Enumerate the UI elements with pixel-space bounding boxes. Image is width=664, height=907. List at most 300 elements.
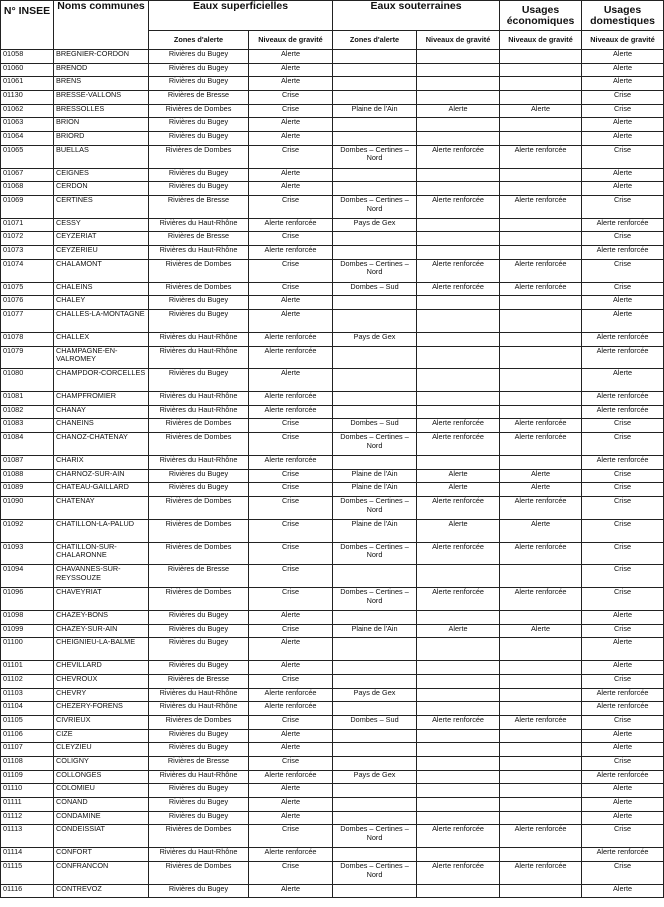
cell-dom-niveau: Crise [582, 433, 664, 456]
cell-eco-niveau [500, 848, 582, 862]
cell-sup-zone: Rivières du Haut-Rhône [149, 246, 249, 260]
cell-commune-name: CHARNOZ-SUR-AIN [54, 469, 149, 483]
cell-insee: 01060 [1, 63, 54, 77]
cell-eco-niveau: Alerte [500, 624, 582, 638]
cell-commune-name: CHALEINS [54, 282, 149, 296]
cell-sup-niveau: Crise [249, 825, 333, 848]
cell-eco-niveau: Alerte renforcée [500, 861, 582, 884]
cell-insee: 01084 [1, 433, 54, 456]
cell-eco-niveau [500, 218, 582, 232]
cell-insee: 01100 [1, 638, 54, 661]
table-row [1, 702, 664, 716]
cell-eco-niveau [500, 811, 582, 825]
col-header-noms: Noms communes [54, 1, 149, 50]
cell-eco-niveau [500, 798, 582, 812]
cell-dom-niveau: Alerte [582, 743, 664, 757]
cell-sout-zone: Pays de Gex [333, 218, 417, 232]
cell-sup-zone: Rivières de Bresse [149, 565, 249, 588]
cell-sup-zone: Rivières du Bugey [149, 624, 249, 638]
col-header-usages-domestiques: Usages domestiques [582, 1, 664, 31]
cell-sup-zone: Rivières du Bugey [149, 168, 249, 182]
cell-eco-niveau [500, 232, 582, 246]
cell-sout-zone: Dombes – Certines – Nord [333, 588, 417, 611]
cell-sout-zone: Pays de Gex [333, 770, 417, 784]
cell-commune-name: BRESSE-VALLONS [54, 91, 149, 105]
cell-commune-name: CHAZEY-BONS [54, 611, 149, 625]
cell-sout-zone [333, 798, 417, 812]
cell-eco-niveau [500, 770, 582, 784]
cell-sout-zone [333, 118, 417, 132]
cell-commune-name: CHALAMONT [54, 259, 149, 282]
cell-commune-name: CONAND [54, 798, 149, 812]
table-row [1, 259, 664, 282]
cell-sout-zone [333, 611, 417, 625]
cell-sup-niveau: Alerte [249, 63, 333, 77]
table-row [1, 50, 664, 64]
cell-dom-niveau: Alerte [582, 168, 664, 182]
table-row [1, 405, 664, 419]
cell-sout-niveau [417, 132, 500, 146]
cell-commune-name: COLOMIEU [54, 784, 149, 798]
cell-commune-name: CHAMPFROMIER [54, 392, 149, 406]
cell-insee: 01083 [1, 419, 54, 433]
cell-sup-niveau: Crise [249, 282, 333, 296]
cell-sup-niveau: Crise [249, 588, 333, 611]
cell-sup-zone: Rivières du Bugey [149, 182, 249, 196]
cell-eco-niveau: Alerte renforcée [500, 825, 582, 848]
table-row [1, 392, 664, 406]
table-row [1, 611, 664, 625]
cell-sout-niveau: Alerte [417, 104, 500, 118]
cell-sout-niveau [417, 770, 500, 784]
cell-sout-niveau [417, 168, 500, 182]
table-body [1, 50, 664, 898]
cell-eco-niveau [500, 246, 582, 260]
cell-commune-name: CHEVRY [54, 688, 149, 702]
cell-eco-niveau [500, 565, 582, 588]
table-row [1, 168, 664, 182]
cell-sout-zone [333, 661, 417, 675]
cell-dom-niveau: Crise [582, 91, 664, 105]
cell-dom-niveau: Crise [582, 588, 664, 611]
cell-sup-niveau: Alerte [249, 296, 333, 310]
table-row [1, 756, 664, 770]
cell-eco-niveau: Alerte renforcée [500, 195, 582, 218]
cell-commune-name: CHALLEX [54, 332, 149, 346]
cell-sout-zone [333, 369, 417, 392]
cell-commune-name: CHALEY [54, 296, 149, 310]
table-row [1, 182, 664, 196]
cell-sup-niveau: Crise [249, 104, 333, 118]
cell-sout-zone: Plaine de l'Ain [333, 483, 417, 497]
cell-commune-name: CHAMPDOR-CORCELLES [54, 369, 149, 392]
cell-eco-niveau [500, 296, 582, 310]
cell-sup-zone: Rivières du Bugey [149, 743, 249, 757]
cell-eco-niveau [500, 132, 582, 146]
table-row [1, 519, 664, 542]
cell-insee: 01106 [1, 729, 54, 743]
cell-insee: 01113 [1, 825, 54, 848]
cell-insee: 01114 [1, 848, 54, 862]
cell-dom-niveau: Alerte renforcée [582, 455, 664, 469]
cell-eco-niveau [500, 702, 582, 716]
subheader-sup-zones: Zones d'alerte [149, 31, 249, 50]
table-row [1, 332, 664, 346]
cell-sup-zone: Rivières de Bresse [149, 195, 249, 218]
cell-dom-niveau: Crise [582, 469, 664, 483]
cell-sup-zone: Rivières de Dombes [149, 497, 249, 520]
cell-dom-niveau: Alerte renforcée [582, 332, 664, 346]
cell-insee: 01081 [1, 392, 54, 406]
cell-sout-niveau: Alerte renforcée [417, 497, 500, 520]
cell-insee: 01105 [1, 715, 54, 729]
cell-sup-zone: Rivières du Haut-Rhône [149, 688, 249, 702]
cell-eco-niveau [500, 118, 582, 132]
table-row [1, 63, 664, 77]
cell-sout-zone: Plaine de l'Ain [333, 519, 417, 542]
cell-sup-zone: Rivières du Bugey [149, 811, 249, 825]
cell-commune-name: COLLONGES [54, 770, 149, 784]
table-row [1, 455, 664, 469]
cell-dom-niveau: Alerte [582, 369, 664, 392]
cell-dom-niveau: Alerte [582, 884, 664, 898]
cell-sout-zone: Plaine de l'Ain [333, 624, 417, 638]
cell-dom-niveau: Crise [582, 419, 664, 433]
cell-sout-niveau: Alerte renforcée [417, 145, 500, 168]
cell-commune-name: BRESSOLLES [54, 104, 149, 118]
cell-sout-zone [333, 455, 417, 469]
cell-insee: 01058 [1, 50, 54, 64]
cell-dom-niveau: Crise [582, 825, 664, 848]
cell-eco-niveau [500, 405, 582, 419]
cell-sup-zone: Rivières de Dombes [149, 825, 249, 848]
cell-sout-zone [333, 638, 417, 661]
cell-eco-niveau [500, 63, 582, 77]
cell-sup-zone: Rivières de Dombes [149, 259, 249, 282]
cell-sup-zone: Rivières du Bugey [149, 63, 249, 77]
cell-sup-niveau: Alerte renforcée [249, 455, 333, 469]
table-row [1, 848, 664, 862]
cell-sout-niveau: Alerte [417, 519, 500, 542]
cell-eco-niveau [500, 369, 582, 392]
cell-sup-zone: Rivières du Bugey [149, 611, 249, 625]
cell-dom-niveau: Alerte [582, 50, 664, 64]
cell-sout-zone [333, 77, 417, 91]
cell-sup-zone: Rivières du Haut-Rhône [149, 405, 249, 419]
cell-insee: 01111 [1, 798, 54, 812]
cell-commune-name: CHATILLON-LA-PALUD [54, 519, 149, 542]
cell-insee: 01064 [1, 132, 54, 146]
cell-sup-niveau: Crise [249, 419, 333, 433]
cell-eco-niveau [500, 688, 582, 702]
col-header-usages-economiques: Usages économiques [500, 1, 582, 31]
cell-dom-niveau: Crise [582, 519, 664, 542]
cell-sup-niveau: Crise [249, 715, 333, 729]
cell-commune-name: COLIGNY [54, 756, 149, 770]
cell-dom-niveau: Crise [582, 861, 664, 884]
cell-dom-niveau: Alerte [582, 798, 664, 812]
cell-commune-name: CESSY [54, 218, 149, 232]
cell-sout-niveau [417, 565, 500, 588]
cell-insee: 01104 [1, 702, 54, 716]
cell-sout-zone: Dombes – Certines – Nord [333, 861, 417, 884]
cell-insee: 01108 [1, 756, 54, 770]
cell-sout-niveau [417, 611, 500, 625]
cell-sup-niveau: Alerte [249, 784, 333, 798]
cell-insee: 01130 [1, 91, 54, 105]
cell-commune-name: CEIGNES [54, 168, 149, 182]
cell-sout-niveau: Alerte renforcée [417, 542, 500, 565]
table-row [1, 483, 664, 497]
cell-dom-niveau: Crise [582, 674, 664, 688]
cell-dom-niveau: Alerte [582, 296, 664, 310]
cell-dom-niveau: Alerte [582, 118, 664, 132]
cell-dom-niveau: Crise [582, 715, 664, 729]
cell-sout-zone [333, 63, 417, 77]
cell-sup-niveau: Alerte renforcée [249, 770, 333, 784]
cell-commune-name: CONFRANCON [54, 861, 149, 884]
cell-commune-name: BUELLAS [54, 145, 149, 168]
cell-sout-niveau [417, 63, 500, 77]
cell-sup-niveau: Alerte [249, 118, 333, 132]
table-row [1, 729, 664, 743]
cell-sup-niveau: Crise [249, 756, 333, 770]
cell-sout-niveau [417, 729, 500, 743]
cell-insee: 01063 [1, 118, 54, 132]
cell-insee: 01087 [1, 455, 54, 469]
cell-sup-zone: Rivières de Dombes [149, 588, 249, 611]
cell-commune-name: CERDON [54, 182, 149, 196]
cell-sout-niveau [417, 661, 500, 675]
cell-commune-name: BREGNIER-CORDON [54, 50, 149, 64]
cell-eco-niveau [500, 784, 582, 798]
cell-insee: 01089 [1, 483, 54, 497]
cell-sout-niveau [417, 296, 500, 310]
cell-sup-niveau: Alerte renforcée [249, 332, 333, 346]
cell-sup-zone: Rivières de Dombes [149, 542, 249, 565]
cell-dom-niveau: Alerte renforcée [582, 218, 664, 232]
cell-sup-zone: Rivières de Bresse [149, 674, 249, 688]
table-row [1, 246, 664, 260]
table-row [1, 218, 664, 232]
cell-sout-niveau [417, 884, 500, 898]
cell-sup-niveau: Alerte [249, 811, 333, 825]
cell-eco-niveau: Alerte renforcée [500, 419, 582, 433]
cell-insee: 01078 [1, 332, 54, 346]
cell-eco-niveau [500, 729, 582, 743]
cell-dom-niveau: Crise [582, 232, 664, 246]
subheader-sout-zones: Zones d'alerte [333, 31, 417, 50]
cell-insee: 01093 [1, 542, 54, 565]
cell-sup-zone: Rivières du Haut-Rhône [149, 702, 249, 716]
cell-eco-niveau [500, 638, 582, 661]
cell-sup-niveau: Alerte [249, 611, 333, 625]
table-row [1, 542, 664, 565]
cell-sup-niveau: Alerte renforcée [249, 688, 333, 702]
cell-commune-name: CHAMPAGNE-EN-VALROMEY [54, 346, 149, 369]
cell-sup-niveau: Alerte [249, 729, 333, 743]
cell-eco-niveau [500, 50, 582, 64]
cell-sout-niveau: Alerte renforcée [417, 195, 500, 218]
cell-eco-niveau [500, 661, 582, 675]
cell-eco-niveau [500, 346, 582, 369]
cell-sout-niveau [417, 674, 500, 688]
table-row [1, 770, 664, 784]
cell-dom-niveau: Crise [582, 282, 664, 296]
table-row [1, 624, 664, 638]
cell-commune-name: CONDAMINE [54, 811, 149, 825]
cell-sup-niveau: Alerte [249, 884, 333, 898]
cell-commune-name: CHALLES-LA-MONTAGNE [54, 310, 149, 333]
col-header-eaux-souterraines: Eaux souterraines [333, 1, 500, 31]
cell-sout-zone [333, 848, 417, 862]
cell-sup-zone: Rivières du Haut-Rhône [149, 455, 249, 469]
cell-sup-zone: Rivières du Bugey [149, 118, 249, 132]
cell-sup-niveau: Alerte renforcée [249, 346, 333, 369]
cell-sout-niveau [417, 405, 500, 419]
cell-commune-name: CHAVANNES-SUR-REYSSOUZE [54, 565, 149, 588]
cell-sout-zone [333, 296, 417, 310]
table-row [1, 369, 664, 392]
cell-sout-zone [333, 91, 417, 105]
table-row [1, 588, 664, 611]
cell-sout-niveau [417, 798, 500, 812]
cell-dom-niveau: Crise [582, 497, 664, 520]
cell-eco-niveau [500, 674, 582, 688]
cell-sup-zone: Rivières de Dombes [149, 145, 249, 168]
cell-sout-zone: Dombes – Certines – Nord [333, 542, 417, 565]
cell-sout-zone [333, 702, 417, 716]
cell-sout-niveau [417, 743, 500, 757]
table-row [1, 688, 664, 702]
table-row [1, 715, 664, 729]
cell-sup-niveau: Crise [249, 674, 333, 688]
cell-sup-niveau: Alerte [249, 743, 333, 757]
cell-sout-niveau [417, 346, 500, 369]
cell-commune-name: CHEVROUX [54, 674, 149, 688]
cell-sup-niveau: Crise [249, 542, 333, 565]
cell-dom-niveau: Alerte [582, 182, 664, 196]
cell-commune-name: BRIORD [54, 132, 149, 146]
cell-dom-niveau: Alerte [582, 63, 664, 77]
table-row [1, 798, 664, 812]
cell-sup-zone: Rivières du Bugey [149, 483, 249, 497]
cell-eco-niveau [500, 77, 582, 91]
cell-insee: 01096 [1, 588, 54, 611]
cell-dom-niveau: Alerte renforcée [582, 392, 664, 406]
cell-sout-niveau [417, 77, 500, 91]
cell-commune-name: CEYZERIEU [54, 246, 149, 260]
cell-sout-zone [333, 232, 417, 246]
cell-insee: 01107 [1, 743, 54, 757]
table-row [1, 861, 664, 884]
cell-sout-niveau [417, 638, 500, 661]
cell-sout-zone [333, 246, 417, 260]
table-row [1, 296, 664, 310]
cell-sout-zone: Dombes – Certines – Nord [333, 825, 417, 848]
cell-sout-zone [333, 310, 417, 333]
cell-dom-niveau: Crise [582, 104, 664, 118]
table-row [1, 884, 664, 898]
cell-sup-zone: Rivières du Bugey [149, 784, 249, 798]
cell-sup-zone: Rivières du Bugey [149, 469, 249, 483]
cell-insee: 01102 [1, 674, 54, 688]
cell-sout-niveau [417, 118, 500, 132]
cell-sup-zone: Rivières du Bugey [149, 310, 249, 333]
cell-sup-zone: Rivières du Bugey [149, 729, 249, 743]
cell-dom-niveau: Alerte [582, 811, 664, 825]
cell-sout-niveau [417, 784, 500, 798]
table-row [1, 743, 664, 757]
cell-sout-niveau [417, 310, 500, 333]
cell-sup-zone: Rivières de Dombes [149, 419, 249, 433]
cell-dom-niveau: Alerte [582, 77, 664, 91]
cell-sup-zone: Rivières de Bresse [149, 232, 249, 246]
cell-dom-niveau: Crise [582, 542, 664, 565]
cell-dom-niveau: Crise [582, 756, 664, 770]
cell-sup-zone: Rivières de Dombes [149, 282, 249, 296]
cell-sup-zone: Rivières du Bugey [149, 77, 249, 91]
cell-sup-niveau: Alerte renforcée [249, 702, 333, 716]
table-row [1, 77, 664, 91]
cell-sup-niveau: Alerte [249, 798, 333, 812]
cell-commune-name: CIZE [54, 729, 149, 743]
cell-sup-zone: Rivières du Haut-Rhône [149, 770, 249, 784]
cell-sout-niveau [417, 756, 500, 770]
cell-sout-niveau [417, 50, 500, 64]
cell-sup-niveau: Alerte [249, 50, 333, 64]
cell-commune-name: CONDEISSIAT [54, 825, 149, 848]
cell-insee: 01075 [1, 282, 54, 296]
cell-sout-niveau [417, 332, 500, 346]
cell-sout-zone: Plaine de l'Ain [333, 469, 417, 483]
cell-insee: 01109 [1, 770, 54, 784]
cell-sup-zone: Rivières du Bugey [149, 638, 249, 661]
subheader-sout-niveaux: Niveaux de gravité [417, 31, 500, 50]
cell-insee: 01072 [1, 232, 54, 246]
cell-eco-niveau: Alerte renforcée [500, 433, 582, 456]
cell-sout-niveau: Alerte [417, 469, 500, 483]
cell-dom-niveau: Alerte [582, 638, 664, 661]
table-row [1, 346, 664, 369]
cell-sup-niveau: Crise [249, 861, 333, 884]
cell-dom-niveau: Alerte renforcée [582, 346, 664, 369]
cell-sout-niveau [417, 702, 500, 716]
cell-sup-zone: Rivières de Bresse [149, 91, 249, 105]
cell-sout-niveau: Alerte renforcée [417, 861, 500, 884]
cell-sout-niveau [417, 455, 500, 469]
cell-insee: 01115 [1, 861, 54, 884]
cell-sup-zone: Rivières de Dombes [149, 433, 249, 456]
cell-sup-niveau: Alerte renforcée [249, 246, 333, 260]
table-row [1, 661, 664, 675]
cell-insee: 01112 [1, 811, 54, 825]
cell-dom-niveau: Alerte renforcée [582, 770, 664, 784]
cell-sup-niveau: Alerte [249, 168, 333, 182]
cell-sup-niveau: Alerte [249, 661, 333, 675]
cell-dom-niveau: Alerte renforcée [582, 848, 664, 862]
cell-sout-niveau: Alerte renforcée [417, 825, 500, 848]
cell-sout-niveau [417, 232, 500, 246]
cell-insee: 01088 [1, 469, 54, 483]
cell-sup-niveau: Crise [249, 483, 333, 497]
cell-insee: 01080 [1, 369, 54, 392]
cell-sup-niveau: Crise [249, 195, 333, 218]
cell-commune-name: CHANEINS [54, 419, 149, 433]
cell-sout-zone [333, 405, 417, 419]
col-header-eaux-superficielles: Eaux superficielles [149, 1, 333, 31]
cell-sup-zone: Rivières du Bugey [149, 661, 249, 675]
